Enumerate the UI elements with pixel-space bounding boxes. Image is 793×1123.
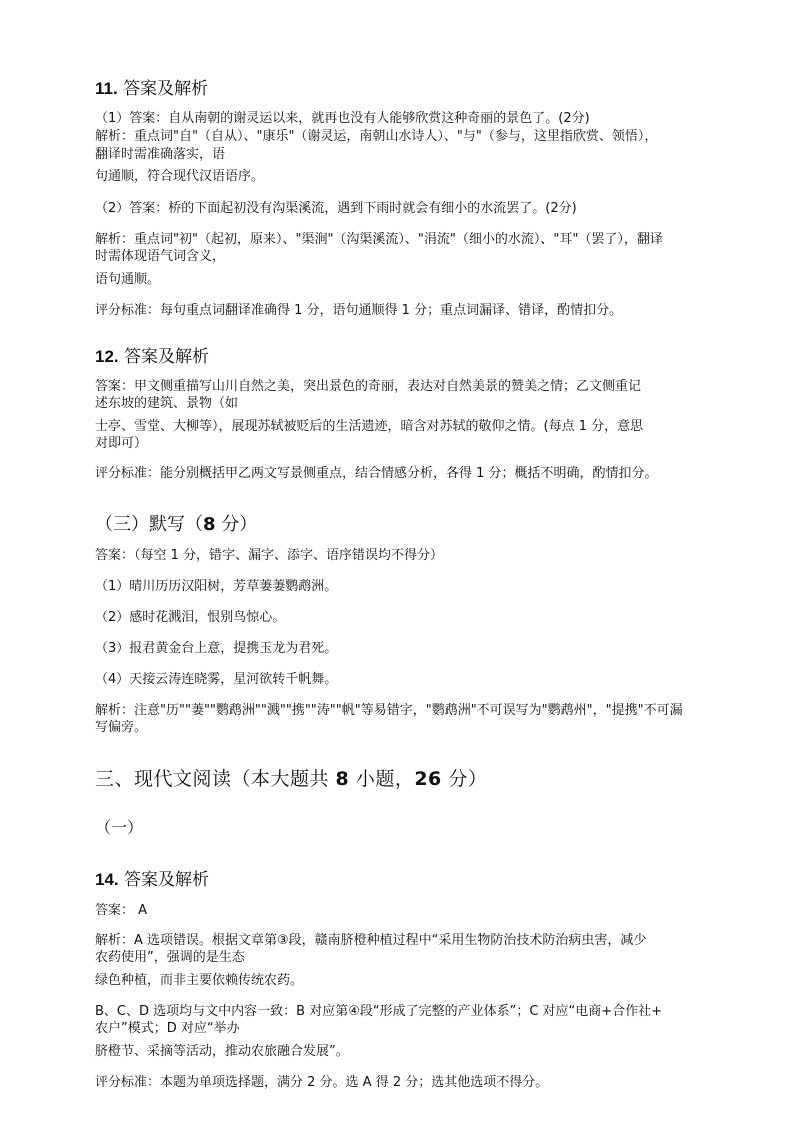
q12-number: 12. (95, 347, 119, 366)
q14-analysis-line3: 绿色种植，而非主要依赖传统农药。 (95, 973, 304, 988)
section-3-heading (95, 764, 487, 791)
q11-analysis-1-line1: 解析：重点词"自"（自从）、"康乐"（谢灵运，南朝山水诗人）、"与"（参与，这里指欣赏、领悟）， (95, 129, 658, 144)
q11-number: 11. (95, 79, 118, 98)
q12-answer-line4: 对即可） (95, 436, 148, 451)
q14-answer: 答案： A (95, 903, 148, 918)
q14-title: 答案及解析 (124, 870, 210, 890)
q11-analysis-2-line2: 时需体现语气词含义， (95, 249, 226, 264)
q12-heading (95, 342, 209, 367)
q14-analysis-line1: 解析：A 选项错误。根据文章第③段，赣南脐橙种植过程中“采用生物防治技术防治病虫害，减少 (95, 933, 647, 948)
q14-scoring: 评分标准：本题为单项选择题，满分 2 分。选 A 得 2 分；选其他选项不得分。 (95, 1075, 549, 1090)
dictation-line-3: （3）报君黄金台上意，提携玉龙为君死。 (95, 641, 338, 656)
q12-answer-line2: 述东坡的建筑、景物（如 (95, 396, 239, 411)
q14-analysis-line2: 农药使用”，强调的是生态 (95, 950, 245, 965)
q11-analysis-2-line3: 语句通顺。 (95, 272, 161, 287)
q11-title: 答案及解析 (123, 79, 209, 99)
dictation-heading (95, 510, 257, 536)
dictation-analysis-line2: 写偏旁。 (95, 720, 148, 735)
q14-options-line3: 脐橙节、采摘等活动，推动农旅融合发展”。 (95, 1044, 349, 1059)
dictation-line-2: （2）感时花溅泪，恨别鸟惊心。 (95, 610, 286, 625)
q12-answer-line3: 士亭、雪堂、大柳等），展现苏轼被贬后的生活遗迹，暗含对苏轼的敬仰之情。(每点 1 分，意思 (95, 419, 644, 434)
q11-answer-2: （2）答案：桥的下面起初没有沟渠溪流，遇到下雨时就会有细小的水流罢了。(2分) (95, 201, 577, 216)
q11-scoring: 评分标准：每句重点词翻译准确得 1 分，语句通顺得 1 分；重点词漏译、错译，酌情扣分。 (95, 303, 623, 318)
dictation-title-suffix: 分） (215, 514, 258, 535)
q12-answer-line1: 答案：甲文侧重描写山川自然之美，突出景色的奇丽，表达对自然美景的赞美之情；乙文侧重记 (95, 379, 642, 394)
section-3-suffix: 分） (441, 768, 488, 790)
q14-number: 14. (95, 870, 119, 889)
section-3-points: 26 (414, 768, 442, 790)
q11-analysis-2-line1: 解析：重点词"初"（起初，原来）、"渠涧"（沟渠溪流）、"涓流"（细小的水流）、"耳"（罢了），翻译 (95, 232, 663, 247)
dictation-title-prefix: （三）默写（ (95, 514, 203, 535)
section-3-middle: 小题， (349, 768, 415, 790)
q11-analysis-1-line3: 句通顺，符合现代汉语语序。 (95, 169, 265, 184)
q11-analysis-1-line2: 翻译时需准确落实，语 (95, 147, 226, 162)
dictation-title-points: 8 (203, 514, 216, 535)
dictation-line-1: （1）晴川历历汉阳树，芳草萋萋鹦鹉洲。 (95, 579, 338, 594)
q11-heading (95, 74, 208, 99)
dictation-answer-rule: 答案：（每空 1 分，错字、漏字、添字、语序错误均不得分） (95, 548, 444, 563)
section-3-count: 8 (335, 768, 350, 790)
q11-answer-1: （1）答案：自从南朝的谢灵运以来，就再也没有人能够欣赏这种奇丽的景色了。(2分) (95, 111, 590, 126)
q14-heading (95, 865, 209, 890)
q14-options-line1: B、C、D 选项均与文中内容一致：B 对应第④段“形成了完整的产业体系”；C 对应“电商+合作社+ (95, 1004, 663, 1019)
q12-title: 答案及解析 (124, 347, 210, 367)
dictation-line-4: （4）天接云涛连晓雾，星河欲转千帆舞。 (95, 672, 338, 687)
q14-options-line2: 农户”模式；D 对应“举办 (95, 1021, 240, 1036)
q12-scoring: 评分标准：能分别概括甲乙两文写景侧重点，结合情感分析，各得 1 分；概括不明确，酌情扣分。 (95, 466, 658, 481)
section-3-prefix: 三、现代文阅读（本大题共 (95, 768, 336, 790)
dictation-analysis-line1: 解析：注意"历""萋""鹦鹉洲""溅""携""涛""帆"等易错字，"鹦鹉洲"不可误写为"鹦鹉州"，"提携"不可漏 (95, 703, 683, 718)
part-1-label: （一） (95, 818, 144, 837)
